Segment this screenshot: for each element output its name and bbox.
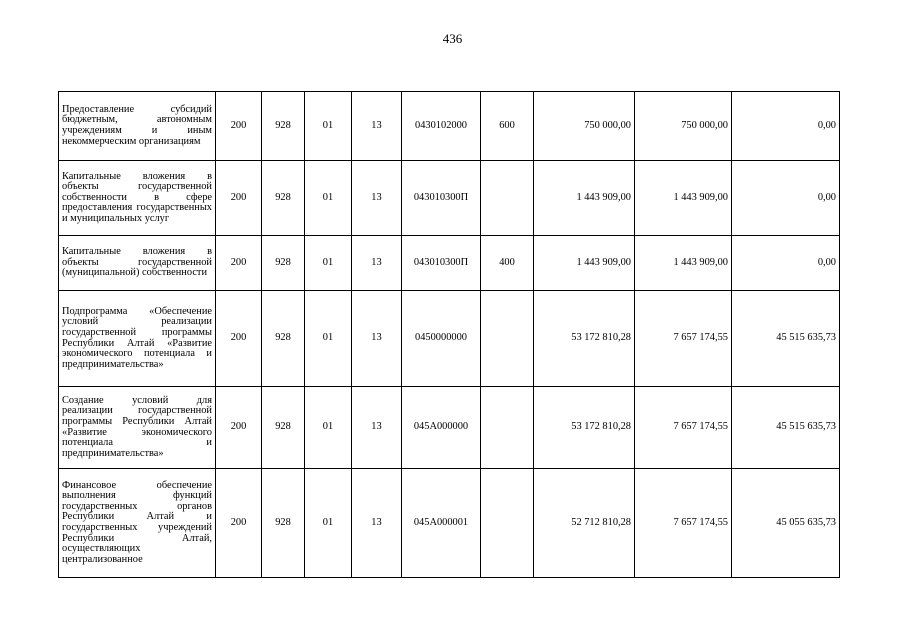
amount-cell: 45 055 635,73 bbox=[732, 469, 840, 578]
amount-cell: 7 657 174,55 bbox=[635, 469, 732, 578]
code-cell: 928 bbox=[262, 92, 305, 161]
code-cell: 13 bbox=[352, 92, 402, 161]
amount-cell: 0,00 bbox=[732, 236, 840, 291]
amount-cell: 750 000,00 bbox=[635, 92, 732, 161]
code-cell: 045А000000 bbox=[402, 387, 481, 469]
code-cell: 200 bbox=[216, 469, 262, 578]
table-row bbox=[59, 236, 840, 291]
amount-cell: 7 657 174,55 bbox=[635, 387, 732, 469]
row-name: Создание условий для реализации государственной программы Республики Алтай «Развитие экономического потенциала и предпринимательства» bbox=[59, 387, 216, 469]
table-row bbox=[59, 161, 840, 236]
code-cell: 200 bbox=[216, 236, 262, 291]
table-row bbox=[59, 387, 840, 469]
amount-cell: 1 443 909,00 bbox=[534, 236, 635, 291]
code-cell: 928 bbox=[262, 236, 305, 291]
code-cell: 01 bbox=[305, 291, 352, 387]
table-row bbox=[59, 469, 840, 578]
amount-cell: 45 515 635,73 bbox=[732, 387, 840, 469]
page-number: 436 bbox=[442, 31, 463, 46]
code-cell: 0450000000 bbox=[402, 291, 481, 387]
code-cell: 200 bbox=[216, 291, 262, 387]
code-cell: 200 bbox=[216, 92, 262, 161]
code-cell bbox=[481, 469, 534, 578]
code-cell bbox=[481, 291, 534, 387]
amount-cell: 53 172 810,28 bbox=[534, 291, 635, 387]
amount-cell: 1 443 909,00 bbox=[635, 161, 732, 236]
row-name: Подпрограмма «Обеспечение условий реализации государственной программы Республики Алтай «Развитие экономического потенциала и предпринимательства» bbox=[59, 291, 216, 387]
amount-cell: 45 515 635,73 bbox=[732, 291, 840, 387]
amount-cell: 7 657 174,55 bbox=[635, 291, 732, 387]
code-cell: 928 bbox=[262, 469, 305, 578]
code-cell: 200 bbox=[216, 161, 262, 236]
code-cell: 01 bbox=[305, 236, 352, 291]
code-cell: 928 bbox=[262, 291, 305, 387]
code-cell: 01 bbox=[305, 469, 352, 578]
code-cell: 043010300П bbox=[402, 236, 481, 291]
code-cell: 01 bbox=[305, 92, 352, 161]
code-cell: 13 bbox=[352, 291, 402, 387]
code-cell: 01 bbox=[305, 161, 352, 236]
code-cell: 400 bbox=[481, 236, 534, 291]
code-cell: 0430102000 bbox=[402, 92, 481, 161]
amount-cell: 750 000,00 bbox=[534, 92, 635, 161]
code-cell: 928 bbox=[262, 161, 305, 236]
code-cell: 045А000001 bbox=[402, 469, 481, 578]
amount-cell: 0,00 bbox=[732, 161, 840, 236]
table-row bbox=[59, 291, 840, 387]
code-cell bbox=[481, 387, 534, 469]
amount-cell: 52 712 810,28 bbox=[534, 469, 635, 578]
code-cell: 200 bbox=[216, 387, 262, 469]
code-cell: 13 bbox=[352, 161, 402, 236]
code-cell: 928 bbox=[262, 387, 305, 469]
row-name: Капитальные вложения в объекты государственной собственности в сфере предоставления государственных и муниципальных услуг bbox=[59, 161, 216, 236]
row-name: Финансовое обеспечение выполнения функций государственных органов Республики Алтай и государственных учреждений Республики Алтай, осуществляющих централизованное bbox=[59, 469, 216, 578]
amount-cell: 53 172 810,28 bbox=[534, 387, 635, 469]
amount-cell: 1 443 909,00 bbox=[534, 161, 635, 236]
code-cell: 01 bbox=[305, 387, 352, 469]
budget-table bbox=[58, 91, 840, 578]
amount-cell: 0,00 bbox=[732, 92, 840, 161]
code-cell: 13 bbox=[352, 387, 402, 469]
code-cell: 043010300П bbox=[402, 161, 481, 236]
amount-cell: 1 443 909,00 bbox=[635, 236, 732, 291]
code-cell: 13 bbox=[352, 236, 402, 291]
code-cell: 600 bbox=[481, 92, 534, 161]
table-row bbox=[59, 92, 840, 161]
row-name: Капитальные вложения в объекты государственной (муниципальной) собственности bbox=[59, 236, 216, 291]
code-cell: 13 bbox=[352, 469, 402, 578]
code-cell bbox=[481, 161, 534, 236]
row-name: Предоставление субсидий бюджетным, автономным учреждениям и иным некоммерческим организациям bbox=[59, 92, 216, 161]
